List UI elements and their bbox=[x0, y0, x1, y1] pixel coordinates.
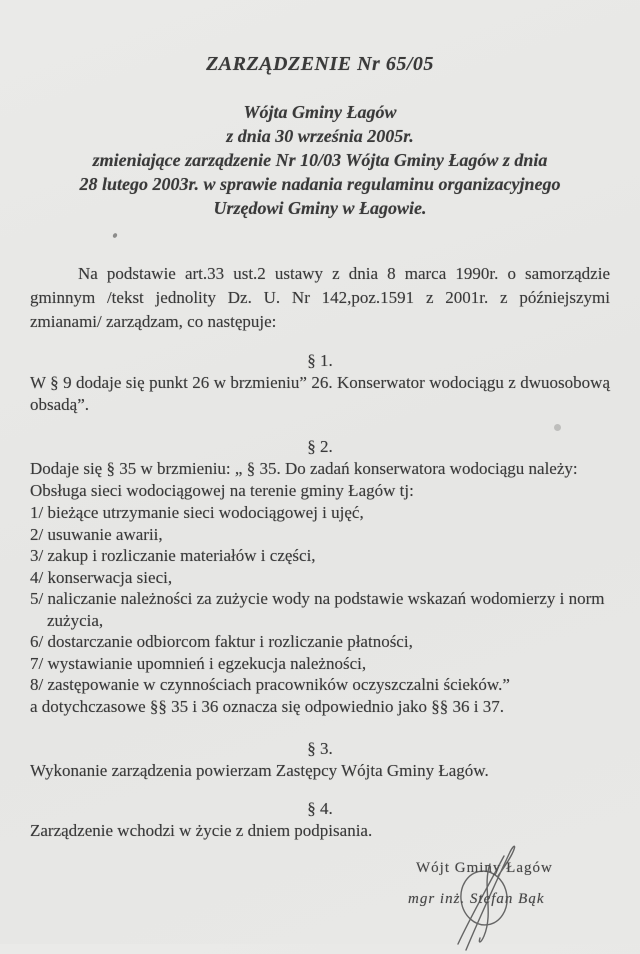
scan-speck bbox=[554, 424, 561, 431]
list-item: 4/ konserwacja sieci, bbox=[30, 567, 173, 587]
subtitle-line: zmieniające zarządzenie Nr 10/03 Wójta Gminy Łagów z dnia bbox=[92, 150, 548, 170]
handwritten-signature-icon bbox=[430, 830, 550, 954]
list-item: 3/ zakup i rozliczanie materiałów i części, bbox=[30, 546, 316, 565]
section-paragraph: Wykonanie zarządzenia powierzam Zastępcy Wójta Gminy Łagów. bbox=[30, 760, 489, 780]
section-heading: § 3. bbox=[307, 738, 333, 758]
section-paragraph: Obsługa sieci wodociągowej na terenie gminy Łagów tj: bbox=[30, 481, 414, 500]
list-item: 8/ zastępowanie w czynnościach pracowników oczyszczalni ścieków.” bbox=[30, 675, 510, 694]
section-paragraph: Zarządzenie wchodzi w życie z dniem podpisania. bbox=[30, 820, 373, 840]
list-item: 2/ usuwanie awarii, bbox=[30, 524, 163, 544]
section-closing: a dotychczasowe §§ 35 i 36 oznacza się odpowiednio jako §§ 36 i 37. bbox=[30, 696, 504, 716]
section-heading: § 2. bbox=[307, 437, 333, 456]
subtitle-line: Wójta Gminy Łagów bbox=[243, 102, 397, 122]
subtitle-line: Urzędowi Gminy w Łagowie. bbox=[213, 198, 427, 218]
section-par-3 bbox=[30, 738, 610, 782]
section-heading: § 4. bbox=[307, 798, 333, 818]
document-subtitle bbox=[30, 100, 610, 220]
list-item: 6/ dostarczanie odbiorcom faktur i rozliczanie płatności, bbox=[30, 632, 413, 651]
section-par-1 bbox=[30, 350, 610, 416]
list-item: 7/ wystawianie upomnień i egzekucja należności, bbox=[30, 653, 367, 673]
list-item: 1/ bieżące utrzymanie sieci wodociągowej i ujęć, bbox=[30, 503, 364, 522]
list-item: 5/ naliczanie należności za zużycie wody na podstawie wskazań wodomierzy i norm zużycia, bbox=[30, 589, 605, 630]
subtitle-line: 28 lutego 2003r. w sprawie nadania regulaminu organizacyjnego bbox=[79, 174, 561, 194]
section-heading: § 1. bbox=[307, 351, 333, 370]
section-paragraph: Dodaje się § 35 w brzmieniu: „ § 35. Do zadań konserwatora wodociągu należy: bbox=[30, 459, 578, 478]
signature-block bbox=[402, 856, 612, 936]
duties-list bbox=[30, 502, 610, 696]
document-title: ZARZĄDZENIE Nr 65/05 bbox=[206, 53, 434, 75]
signature-title-line: Wójt Gminy Łagów bbox=[416, 860, 553, 876]
subtitle-line: z dnia 30 września 2005r. bbox=[226, 126, 414, 146]
scan-speck bbox=[112, 232, 118, 238]
section-par-2 bbox=[30, 436, 610, 718]
section-paragraph: W § 9 dodaje się punkt 26 w brzmieniu” 26. Konserwator wodociągu z dwuosobową obsadą”. bbox=[30, 373, 610, 414]
preamble-paragraph: Na podstawie art.33 ust.2 ustawy z dnia 8 marca 1990r. o samorządzie gminnym /tekst jednolity Dz. U. Nr 142,poz.1591 z 2001r. z późniejszymi zmianami/ zarządzam, co następuje: bbox=[30, 264, 610, 331]
signature-name-line: mgr inż. Stefan Bąk bbox=[408, 891, 545, 907]
